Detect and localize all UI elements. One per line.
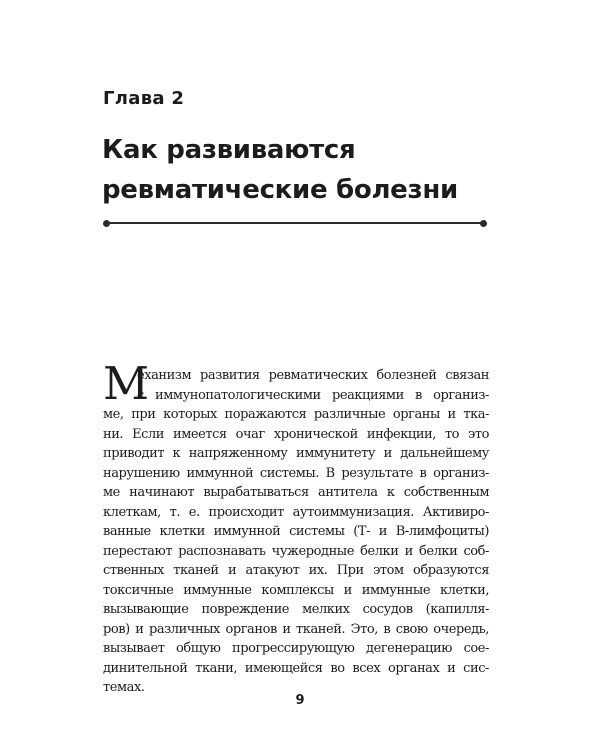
paragraph-line: перестают распознавать чужеродные белки и белки соб- (103, 543, 489, 559)
body-paragraph (103, 357, 489, 698)
page-number: 9 (295, 693, 305, 708)
chapter-divider (103, 219, 487, 227)
chapter-title-line: Как развиваются (102, 135, 356, 165)
paragraph-line: ров) и различных органов и тканей. Это, в свою очередь, (103, 621, 489, 637)
paragraph-line: вызывающие повреждение мелких сосудов (капилля- (103, 602, 489, 617)
divider-line (107, 222, 483, 224)
chapter-title (102, 130, 502, 210)
paragraph-line: ме, при которых поражаются различные органы и тка- (103, 407, 489, 422)
chapter-title-line: ревматические болезни (102, 175, 458, 205)
paragraph-line: вызывает общую прогрессирующую дегенерацию соe- (103, 641, 489, 656)
paragraph-line: ни. Если имеется очаг хронической инфекции, то это (103, 426, 489, 442)
paragraph-line: динительной ткани, имеющейся во всех органах и сис- (103, 660, 489, 676)
paragraph-line: с иммунопатологическими реакциями в организ- (137, 387, 489, 403)
paragraph-line: еханизм развития ревматических болезней связан (137, 368, 489, 383)
paragraph-line: ванные клетки иммунной системы (Т- и В-лимфоциты) (103, 524, 489, 539)
paragraph-line: ме начинают вырабатываться антитела к собственным (103, 485, 489, 500)
paragraph-line: нарушению иммунной системы. В результате в организ- (103, 465, 489, 481)
paragraph-line: темах. (103, 680, 145, 695)
paragraph-line: клеткам, т. е. происходит аутоиммунизация. Активиро- (103, 504, 489, 520)
paragraph-line: ственных тканей и атакуют их. При этом образуются (103, 563, 489, 578)
divider-dot-right (480, 220, 487, 227)
paragraph-line: приводит к напряженному иммунитету и дальнейшему (103, 446, 489, 461)
chapter-label: Глава 2 (103, 88, 185, 109)
paragraph-line: токсичные иммунные комплексы и иммунные клетки, (103, 582, 489, 598)
drop-cap: М (103, 357, 150, 410)
